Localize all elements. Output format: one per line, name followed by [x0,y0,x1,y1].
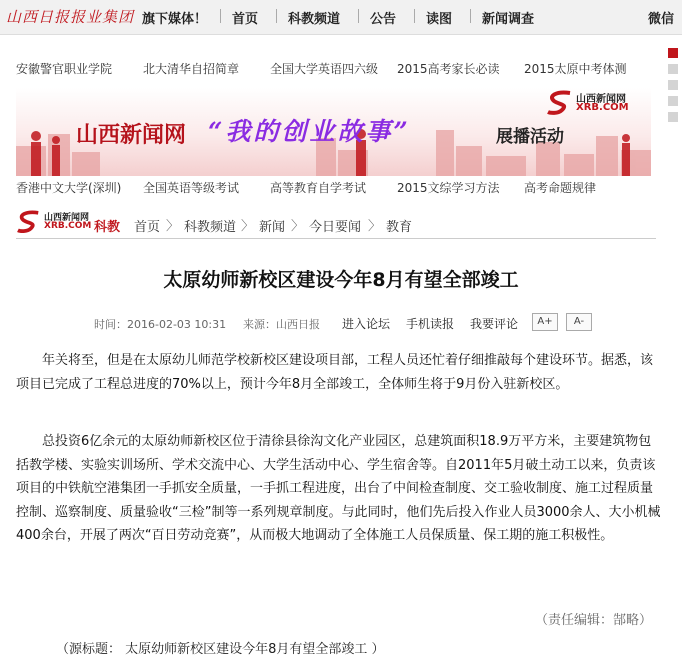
breadcrumb [16,206,656,239]
article-source: 来源：山西日报 [243,318,320,331]
promo-links-row-1 [0,56,660,78]
breadcrumb-news[interactable]: 新闻 [259,220,286,235]
banner-campaign-name: “我的创业故事” [208,117,411,146]
promo-links-row-2 [0,175,660,197]
breadcrumb-today[interactable]: 今日要闻 [309,220,362,235]
nav-dutu[interactable]: 读图 [426,12,453,27]
promo-link[interactable]: 北大清华自招简章 [143,62,240,76]
channel-logo[interactable] [16,210,96,236]
page-title: 太原幼师新校区建设今年8月有望全部竣工 [163,269,519,291]
channel-name: 科教 [94,220,121,235]
article-paragraph: 年关将至，但是在太原幼儿师范学校新校区建设项目部，工程人员还忙着仔细推敲每个建设环节。据悉，该项目已完成了工程总进度的70%以上，预计今年8月全部竣工，全体师生将于9月份入驻新校区。 [16,353,654,392]
weixin-link[interactable]: 微信 [647,12,674,27]
breadcrumb-education[interactable]: 教育 [386,220,413,235]
mobile-read-link[interactable]: 手机读报 [406,317,455,331]
responsible-editor: （责任编辑：郜略） [534,613,652,628]
banner-slider-dots [668,48,680,128]
xrb-logo-icon [546,90,574,116]
nav-divider [414,9,415,23]
slider-dot[interactable] [668,64,678,74]
slider-dot[interactable] [668,96,678,106]
nav-xinwen-diaocha[interactable]: 新闻调查 [482,12,535,27]
promo-link[interactable]: 全国英语等级考试 [143,181,240,195]
source-title: （源标题： 太原幼师新校区建设今年8月有望全部竣工 ） [56,642,385,657]
nav-kejiao[interactable]: 科教频道 [288,12,341,27]
comment-link[interactable]: 我要评论 [470,317,519,331]
breadcrumb-separator: 〉 [368,219,382,234]
banner-site-logo [546,90,646,118]
publish-time: 时间：2016-02-03 10:31 [94,318,227,331]
banner-logo-cn: 山西新闻网 [576,94,626,105]
banner-title: 山西新闻网 [76,123,187,148]
channel-logo-en: XRB.COM [44,221,92,231]
forum-link[interactable]: 进入论坛 [342,317,391,331]
slider-dot[interactable] [668,80,678,90]
promo-banner[interactable] [16,88,651,176]
nav-divider [276,9,277,23]
font-increase-button[interactable]: A+ [532,313,558,331]
promo-link[interactable]: 2015文综学习方法 [397,181,500,195]
xrb-logo-icon [16,210,42,234]
slider-dot[interactable] [668,48,678,58]
font-decrease-button[interactable]: A- [566,313,592,331]
promo-link[interactable]: 高等教育自学考试 [270,181,367,195]
breadcrumb-separator: 〉 [291,219,305,234]
nav-divider [470,9,471,23]
nav-home[interactable]: 首页 [232,12,259,27]
promo-link[interactable]: 2015高考家长必读 [397,62,500,76]
breadcrumb-separator: 〉 [166,219,180,234]
brand-suffix: 旗下媒体！ [142,12,208,27]
promo-link[interactable]: 2015太原中考体测 [524,62,627,76]
top-bar [0,0,682,35]
nav-gonggao[interactable]: 公告 [370,12,397,27]
slider-dot[interactable] [668,112,678,122]
banner-suffix: 展播活动 [496,127,564,147]
promo-link[interactable]: 高考命题规律 [524,181,597,195]
breadcrumb-kejiao[interactable]: 科教频道 [184,220,237,235]
breadcrumb-home[interactable]: 首页 [134,220,161,235]
group-brand-logo[interactable]: 山西日报报业集团 [6,8,135,26]
promo-link[interactable]: 全国大学英语四六级 [270,62,379,76]
breadcrumb-separator: 〉 [241,219,255,234]
nav-divider [220,9,221,23]
promo-link[interactable]: 安徽警官职业学院 [16,62,113,76]
article-paragraph: 总投资6亿余元的太原幼师新校区位于清徐县徐沟文化产业园区，总建筑面积18.9万平方米，主要建筑物包括教学楼、实验实训场所、学术交流中心、大学生活动中心、学生宿舍等。自2011年5月破土动工以来，负责该项目的中铁航空港集团一手抓安全质量，一手抓工程进度，出台了中间检查制度、交工验收制度、施工过程质量控制、巡察制度、质量验收“三检”制等一系列规章制度。与此同时，他们先后投入作业人员3000余人、大小机械400余台，开展了两次“百日劳动竞赛”，从而极大地调动了全体施工人员保质量、保工期的施工积极性。 [16,434,661,543]
nav-divider [358,9,359,23]
promo-link[interactable]: 香港中文大学(深圳) [16,181,122,195]
banner-logo-en: XRB.COM [576,102,629,113]
channel-logo-cn: 山西新闻网 [44,213,90,223]
